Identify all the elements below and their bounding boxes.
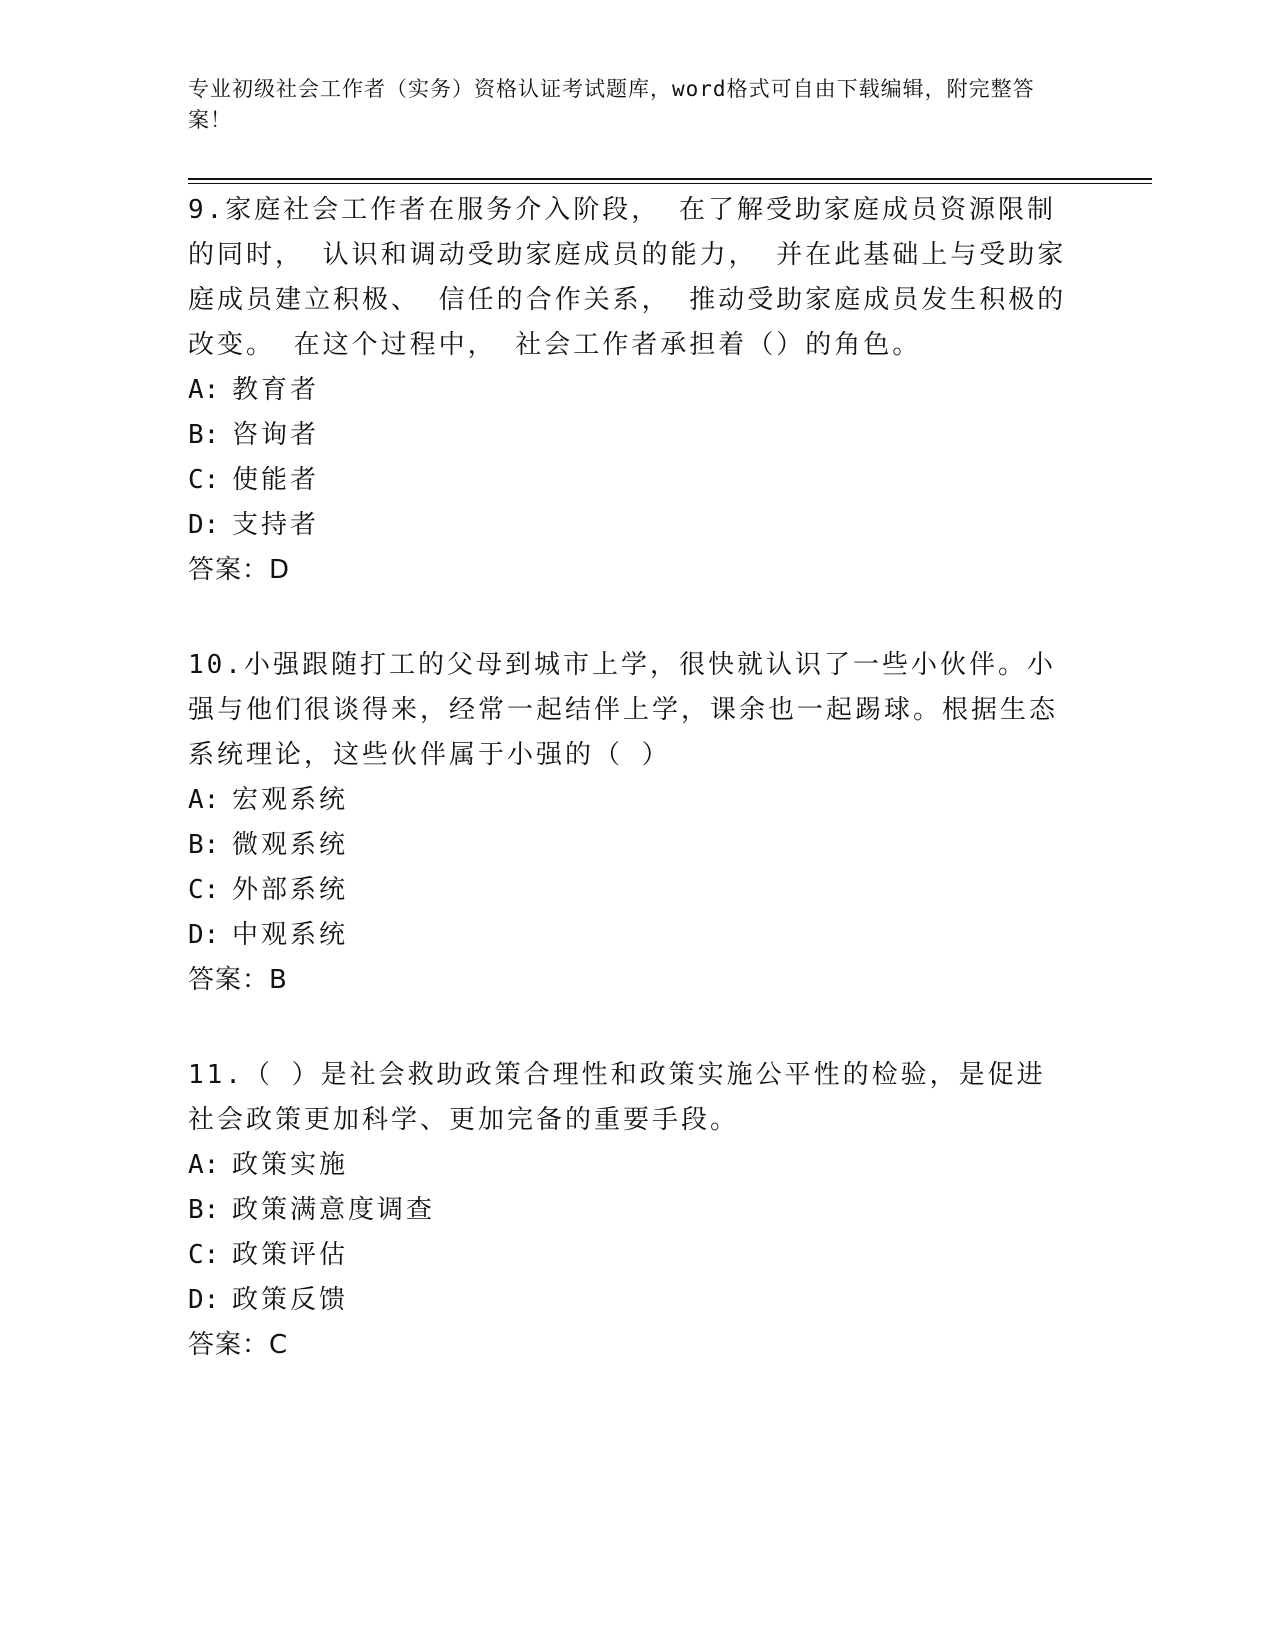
option-text: 微观系统 (232, 830, 349, 860)
option-letter: A: (188, 375, 220, 405)
document-header: 专业初级社会工作者（实务）资格认证考试题库，word格式可自由下载编辑，附完整答案！ (188, 77, 1035, 132)
question-stem: 11.（ ）是社会救助政策合理性和政策实施公平性的检验，是促进社会政策更加科学、更加完备的重要手段。 (188, 1060, 1046, 1135)
question-stem: 10.小强跟随打工的父母到城市上学，很快就认识了一些小伙伴。小强与他们很谈得来，经常一起结伴上学，课余也一起踢球。根据生态系统理论，这些伙伴属于小强的（ ） (188, 650, 1059, 770)
option-text: 外部系统 (232, 875, 349, 905)
option-text: 政策反馈 (232, 1285, 349, 1315)
header-divider-thin (188, 183, 1152, 184)
option-d (188, 1278, 1088, 1323)
option-letter: C: (188, 875, 220, 905)
option-text: 政策评估 (232, 1240, 349, 1270)
option-b (188, 1188, 1088, 1233)
option-letter: C: (188, 1240, 220, 1270)
question-11 (188, 1053, 1088, 1368)
option-letter: C: (188, 465, 220, 495)
option-c (188, 1233, 1088, 1278)
option-a (188, 1143, 1088, 1188)
option-text: 咨询者 (232, 420, 320, 450)
question-9 (188, 188, 1088, 593)
question-stem: 9.家庭社会工作者在服务介入阶段， 在了解受助家庭成员资源限制的同时， 认识和调动受助家庭成员的能力， 并在此基础上与受助家庭成员建立积极、 信任的合作关系， 推动受助家庭成员发生积极的改变。 在这个过程中， 社会工作者承担着（）的角色。 (188, 195, 1067, 360)
option-letter: D: (188, 920, 220, 950)
option-text: 教育者 (232, 375, 320, 405)
option-b (188, 413, 1088, 458)
answer-line: 答案：D (188, 555, 291, 585)
option-d (188, 913, 1088, 958)
option-letter: B: (188, 1195, 220, 1225)
option-c (188, 458, 1088, 503)
answer-line: 答案：B (188, 965, 288, 995)
option-text: 使能者 (232, 465, 320, 495)
option-d (188, 503, 1088, 548)
option-b (188, 823, 1088, 868)
question-10 (188, 643, 1088, 1003)
option-text: 支持者 (232, 510, 320, 540)
option-a (188, 778, 1088, 823)
option-letter: A: (188, 1150, 220, 1180)
option-letter: B: (188, 420, 220, 450)
option-letter: B: (188, 830, 220, 860)
option-letter: A: (188, 785, 220, 815)
option-text: 中观系统 (232, 920, 349, 950)
option-text: 政策实施 (232, 1150, 349, 1180)
header-divider-thick (188, 178, 1152, 180)
option-letter: D: (188, 1285, 220, 1315)
option-text: 政策满意度调查 (232, 1195, 436, 1225)
option-letter: D: (188, 510, 220, 540)
answer-line: 答案：C (188, 1330, 289, 1360)
option-a (188, 368, 1088, 413)
option-c (188, 868, 1088, 913)
option-text: 宏观系统 (232, 785, 349, 815)
